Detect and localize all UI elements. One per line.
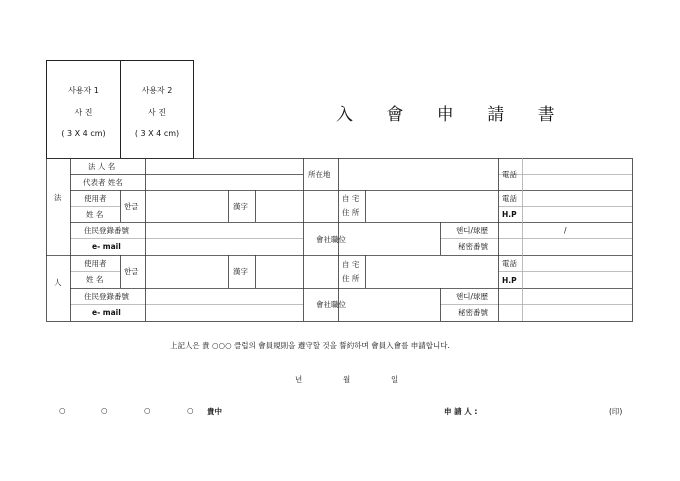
label-phone: 電話	[502, 170, 517, 179]
date-month: 월	[343, 375, 351, 384]
label-rrn-1: 住民登錄番號	[84, 226, 129, 235]
label-handicap-1: 핸디/球歷	[456, 226, 489, 235]
label-hp-2: H.P	[502, 276, 517, 285]
handicap-value-1: /	[564, 226, 567, 235]
label-hanja-1: 漢字	[233, 202, 248, 211]
label-address: 所在地	[308, 170, 331, 179]
label-phone-2: 電話	[502, 194, 517, 203]
label-rep-name: 代表者 姓名	[83, 178, 123, 187]
label-name-1: 姓 名	[86, 210, 104, 219]
label-rrn-2: 住民登錄番號	[84, 292, 129, 301]
section-label-person: 人	[54, 278, 62, 287]
label-password-1: 秘密番號	[458, 242, 488, 251]
label-name-2: 姓 名	[86, 275, 104, 284]
photo-2-size: ( 3 X 4 cm)	[134, 129, 180, 138]
label-email-1: e- mail	[92, 242, 121, 251]
applicant-label: 申 請 人 :	[444, 407, 478, 416]
label-hp-1: H.P	[502, 210, 517, 219]
date-day: 일	[391, 375, 399, 384]
label-position-2: 會社職位	[316, 300, 346, 309]
document-title: 入 會 申 請 書	[336, 105, 569, 125]
circle-mark-3: ○	[144, 406, 151, 415]
photo-2-sub: 사 진	[148, 108, 166, 117]
section-label-corp: 法	[54, 193, 62, 202]
label-email-2: e- mail	[92, 308, 121, 317]
label-hanja-2: 漢字	[233, 267, 248, 276]
circle-mark-4: ○	[187, 406, 194, 415]
label-hangul-1: 한글	[124, 202, 139, 211]
seal-mark: (印)	[609, 407, 623, 416]
label-user-2: 使用者	[84, 259, 107, 268]
addressee: 貴中	[207, 407, 222, 416]
pledge-text: 上記人은 貴 ○○○ 클럽의 會員規則을 遵守할 것을 誓約하며 會員入會를 申請합니다.	[170, 341, 450, 350]
photo-1-label: 사용자 1	[68, 86, 99, 95]
label-handicap-2: 핸디/球歷	[456, 292, 489, 301]
label-phone-3: 電話	[502, 259, 517, 268]
date-year: 년	[295, 375, 303, 384]
label-home-2: 自 宅	[342, 260, 360, 269]
label-home-1: 自 宅	[342, 194, 360, 203]
photo-2-label: 사용자 2	[141, 86, 173, 95]
photo-1-size: ( 3 X 4 cm)	[61, 129, 106, 138]
label-position-1: 會社職位	[316, 235, 346, 244]
label-user-1: 使用者	[84, 194, 107, 203]
circle-mark-2: ○	[101, 406, 108, 415]
label-residence-2: 住 所	[342, 274, 360, 283]
label-residence-1: 住 所	[342, 208, 360, 217]
photo-1-sub: 사 진	[74, 108, 93, 117]
label-hangul-2: 한글	[124, 267, 139, 276]
label-password-2: 秘密番號	[458, 308, 488, 317]
label-corp-name: 法 人 名	[88, 162, 116, 171]
circle-mark-1: ○	[59, 406, 66, 415]
